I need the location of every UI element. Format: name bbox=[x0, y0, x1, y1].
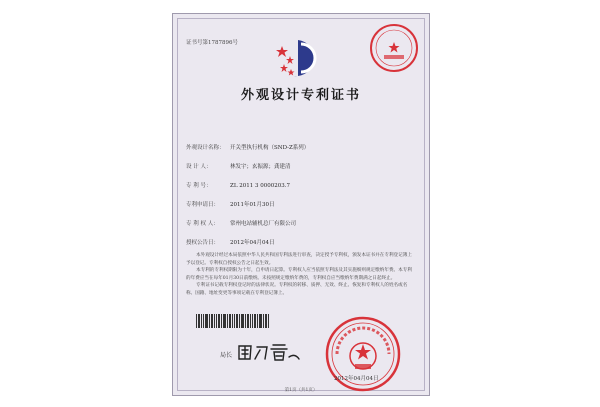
field-application-date: 专利申请日： 2011年01月30日 bbox=[186, 202, 275, 208]
sipo-emblem-icon bbox=[274, 36, 326, 80]
field-grant-date: 授权公告日： 2012年04月04日 bbox=[186, 240, 275, 246]
director-label: 局长 bbox=[220, 352, 233, 359]
director-signature bbox=[233, 341, 303, 363]
seal-date: 2012年04月04日 bbox=[334, 376, 379, 382]
barcode-icon bbox=[196, 314, 270, 328]
body-paragraph: 本专利的专利权期限为十年，自申请日起算。专利权人应当依照专利法及其实施细则规定缴纳年费。本专利的年费应当在每年01月30日前缴纳。未按照规定缴纳年费的，专利权自应当缴纳年费期满之日起终止。 bbox=[186, 268, 412, 281]
field-design-name: 外观设计名称： 开关型执行机构（SND-Z系列） bbox=[186, 145, 310, 151]
page-footer: 第1页（共1页） bbox=[284, 388, 318, 393]
field-patent-number: 专 利 号： ZL 2011 3 0000203.7 bbox=[186, 183, 290, 189]
company-stamp-icon bbox=[368, 22, 420, 74]
certificate-number: 证书号第1787896号 bbox=[186, 40, 238, 46]
official-seal-icon bbox=[323, 314, 403, 394]
field-patentee: 专 利 权 人： 常州电站辅机总厂有限公司 bbox=[186, 221, 297, 227]
patent-certificate bbox=[172, 13, 430, 396]
certificate-body-text bbox=[186, 252, 416, 298]
field-designer: 设 计 人： 林发宇；玄振源；龚建清 bbox=[186, 164, 291, 170]
body-paragraph: 本外观设计经过本局依照中华人民共和国专利法进行审查，决定授予专利权，颁发本证书并在专利登记簿上予以登记。专利权自授权公告之日起生效。 bbox=[186, 253, 412, 266]
body-paragraph: 专利证书记载专利权登记时的法律状况。专利权的转移、质押、无效、终止、恢复和专利权人的姓名或名称、国籍、地址变更等事项记载在专利登记簿上。 bbox=[186, 283, 408, 296]
certificate-title: 外观设计专利证书 bbox=[240, 88, 361, 103]
